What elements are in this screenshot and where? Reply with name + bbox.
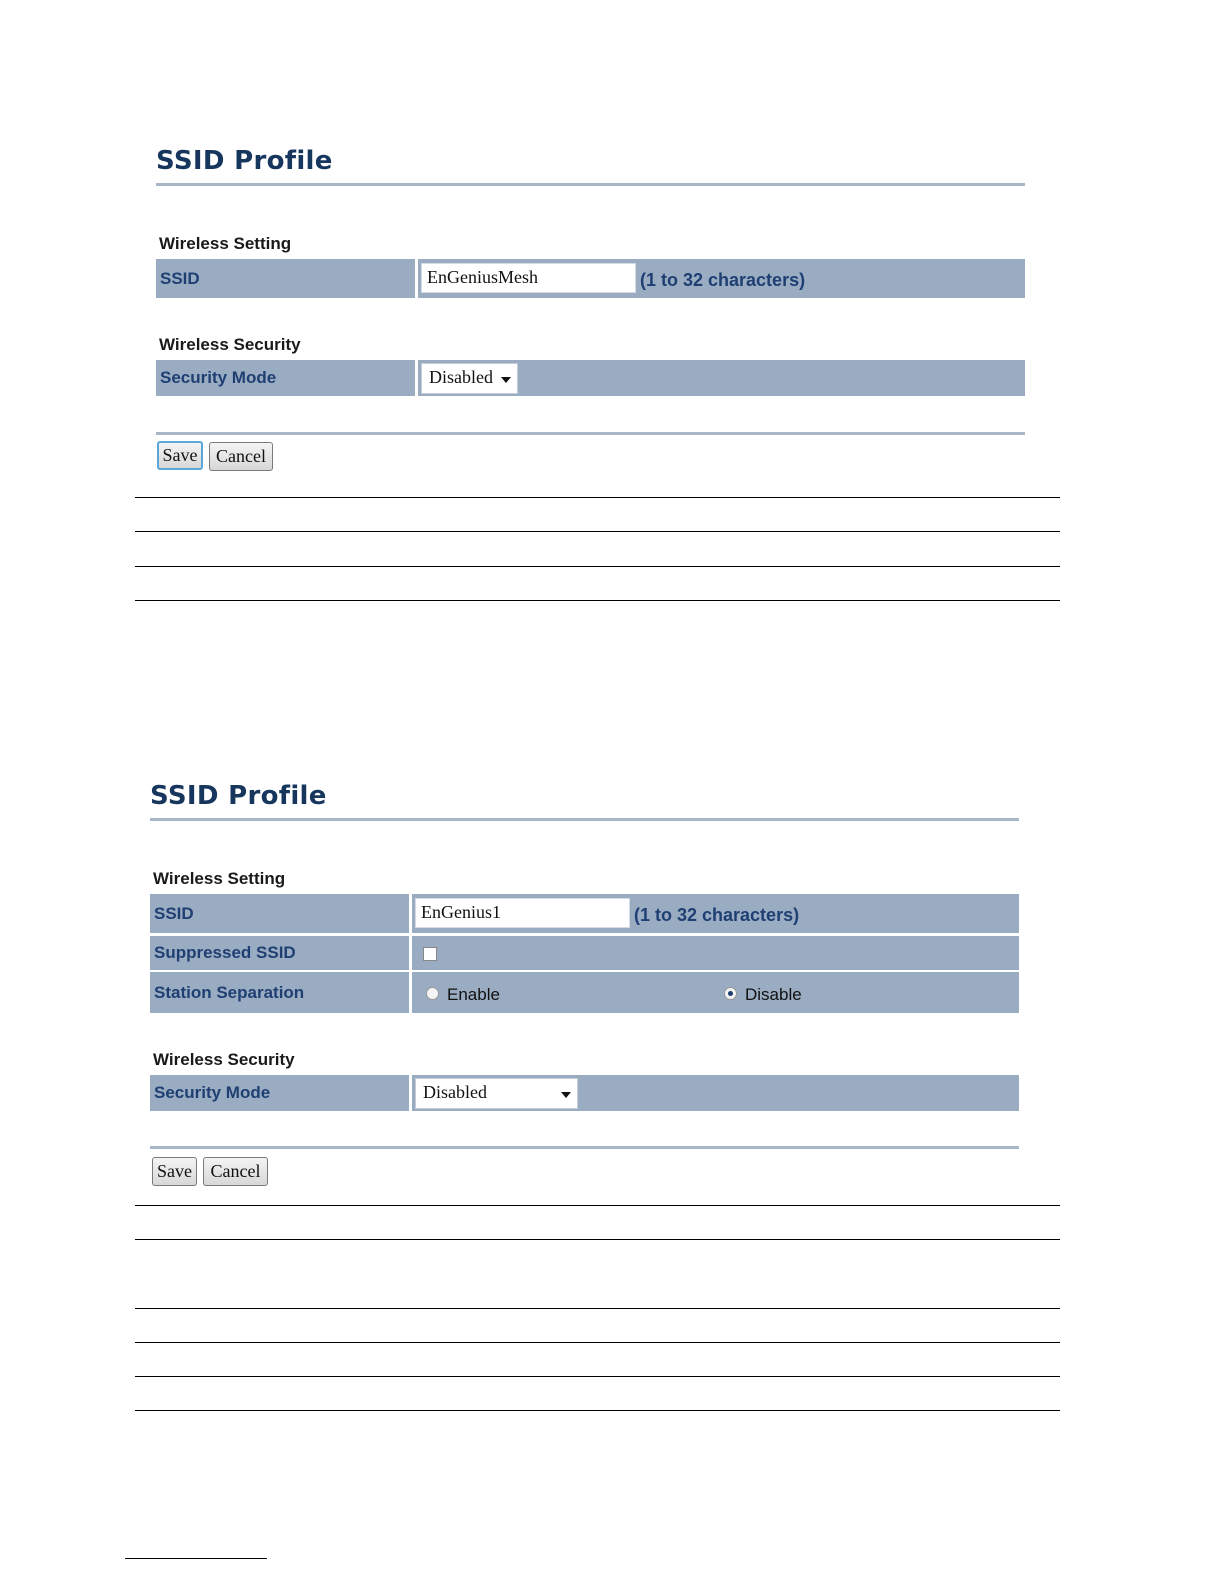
- station-separation-label: Station Separation: [150, 972, 409, 1013]
- security-mode-select[interactable]: [421, 363, 518, 394]
- wireless-security-heading: Wireless Security: [159, 335, 301, 354]
- button-divider: [156, 432, 1025, 435]
- security-mode-selected: Disabled: [429, 367, 493, 387]
- ssid-input[interactable]: EnGeniusMesh: [421, 263, 636, 293]
- enable-radio-label: Enable: [447, 985, 500, 1004]
- ssid-value-cell: [418, 259, 1025, 298]
- ssid-length-hint: (1 to 32 characters): [640, 270, 806, 290]
- doc-rule: [135, 1205, 1060, 1206]
- chevron-down-icon: [561, 1092, 571, 1098]
- ssid-profile-panel-2: [150, 781, 1020, 1191]
- wireless-setting-heading: Wireless Setting: [159, 234, 292, 253]
- ssid-label: SSID: [156, 259, 415, 298]
- security-mode-label: Security Mode: [156, 360, 415, 396]
- button-divider: [150, 1146, 1019, 1149]
- ssid-value-cell: [412, 894, 1019, 933]
- security-mode-selected: Disabled: [423, 1082, 487, 1102]
- cancel-button[interactable]: Cancel: [209, 442, 273, 471]
- doc-rule: [135, 497, 1060, 498]
- title-divider: [156, 183, 1025, 186]
- security-mode-value-cell: [418, 360, 1025, 396]
- wireless-security-heading: Wireless Security: [153, 1050, 295, 1069]
- ssid-length-hint: (1 to 32 characters): [634, 905, 800, 925]
- station-separation-row: [150, 972, 1019, 1013]
- security-mode-value-cell: [412, 1075, 1019, 1111]
- suppressed-ssid-label: Suppressed SSID: [150, 936, 409, 970]
- ssid-profile-panel-1: [156, 146, 1026, 476]
- doc-rule: [135, 1239, 1060, 1240]
- doc-rule: [135, 600, 1060, 601]
- cancel-button[interactable]: Cancel: [203, 1157, 268, 1186]
- doc-rule: [135, 1308, 1060, 1309]
- security-mode-select[interactable]: [415, 1078, 578, 1109]
- title-divider: [150, 818, 1019, 821]
- wireless-setting-heading: Wireless Setting: [153, 869, 286, 888]
- save-button[interactable]: Save: [152, 1157, 197, 1186]
- suppressed-ssid-value-cell: [412, 936, 1019, 970]
- ssid-label: SSID: [150, 894, 409, 933]
- suppressed-ssid-row: [150, 936, 1019, 970]
- suppressed-ssid-checkbox[interactable]: [423, 947, 437, 961]
- footnote-separator: [125, 1558, 267, 1559]
- page-title: SSID Profile: [156, 146, 333, 176]
- disable-radio-label: Disable: [745, 985, 802, 1004]
- chevron-down-icon: [501, 377, 511, 383]
- doc-rule: [135, 1410, 1060, 1411]
- save-button[interactable]: Save: [157, 441, 203, 470]
- doc-rule: [135, 531, 1060, 532]
- ssid-row: [150, 894, 1019, 933]
- doc-rule: [135, 1342, 1060, 1343]
- doc-rule: [135, 566, 1060, 567]
- ssid-input[interactable]: EnGenius1: [415, 898, 630, 928]
- security-mode-label: Security Mode: [150, 1075, 409, 1111]
- doc-rule: [135, 1376, 1060, 1377]
- station-separation-enable-radio[interactable]: [426, 987, 439, 1000]
- security-mode-row: [156, 360, 1025, 396]
- station-separation-value-cell: [412, 972, 1019, 1013]
- security-mode-row: [150, 1075, 1019, 1111]
- page-title: SSID Profile: [150, 781, 327, 811]
- station-separation-disable-radio[interactable]: [724, 987, 737, 1000]
- ssid-row: [156, 259, 1025, 298]
